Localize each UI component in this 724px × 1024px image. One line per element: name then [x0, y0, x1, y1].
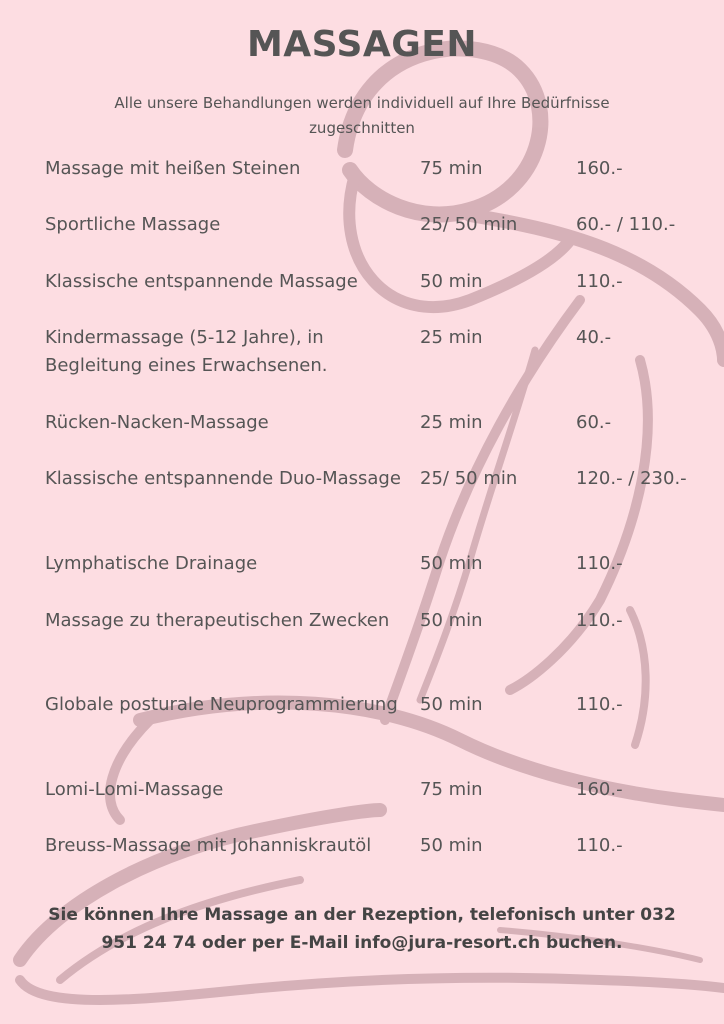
treatment-duration: 50 min [420, 553, 483, 574]
treatment-price: 110.- [576, 271, 623, 292]
treatment-duration: 50 min [420, 271, 483, 292]
treatment-price: 110.- [576, 694, 623, 715]
page-title: MASSAGEN [246, 24, 478, 65]
booking-info: Sie können Ihre Massage an der Rezeption, telefonisch unter 032 951 24 74 oder per E-Mail info@jura-resort.ch buchen. [48, 905, 676, 953]
treatment-duration: 25/ 50 min [420, 468, 518, 489]
treatment-name: Sportliche Massage [45, 214, 221, 235]
treatment-name: Rücken-Nacken-Massage [45, 412, 269, 433]
treatment-name: Klassische entspannende Duo-Massage [45, 468, 401, 489]
treatment-price: 40.- [576, 327, 612, 348]
treatment-name: Klassische entspannende Massage [45, 271, 358, 292]
treatment-name: Massage zu therapeutischen Zwecken [45, 610, 390, 631]
treatment-duration: 25/ 50 min [420, 214, 518, 235]
treatment-price: 160.- [576, 779, 623, 800]
treatment-name: Lomi-Lomi-Massage [45, 779, 224, 800]
treatment-duration: 50 min [420, 835, 483, 856]
treatment-duration: 75 min [420, 779, 483, 800]
treatment-name: Kindermassage (5-12 Jahre), in Begleitung eines Erwachsenen. [45, 327, 328, 376]
treatment-duration: 50 min [420, 694, 483, 715]
treatment-name: Lymphatische Drainage [45, 553, 258, 574]
treatment-price: 110.- [576, 610, 623, 631]
treatment-price: 110.- [576, 835, 623, 856]
treatment-duration: 75 min [420, 158, 483, 179]
treatment-name: Breuss-Massage mit Johanniskrautöl [45, 835, 372, 856]
treatment-name: Massage mit heißen Steinen [45, 158, 301, 179]
treatment-duration: 50 min [420, 610, 483, 631]
treatment-duration: 25 min [420, 327, 483, 348]
page-subtitle: Alle unsere Behandlungen werden individuell auf Ihre Bedürfnisse zugeschnitten [114, 94, 610, 137]
treatment-price: 120.- / 230.- [576, 468, 687, 489]
treatment-name: Globale posturale Neuprogrammierung [45, 694, 398, 715]
treatment-price: 160.- [576, 158, 623, 179]
treatment-price: 60.- [576, 412, 612, 433]
treatment-price: 60.- / 110.- [576, 214, 676, 235]
treatment-price: 110.- [576, 553, 623, 574]
treatment-duration: 25 min [420, 412, 483, 433]
